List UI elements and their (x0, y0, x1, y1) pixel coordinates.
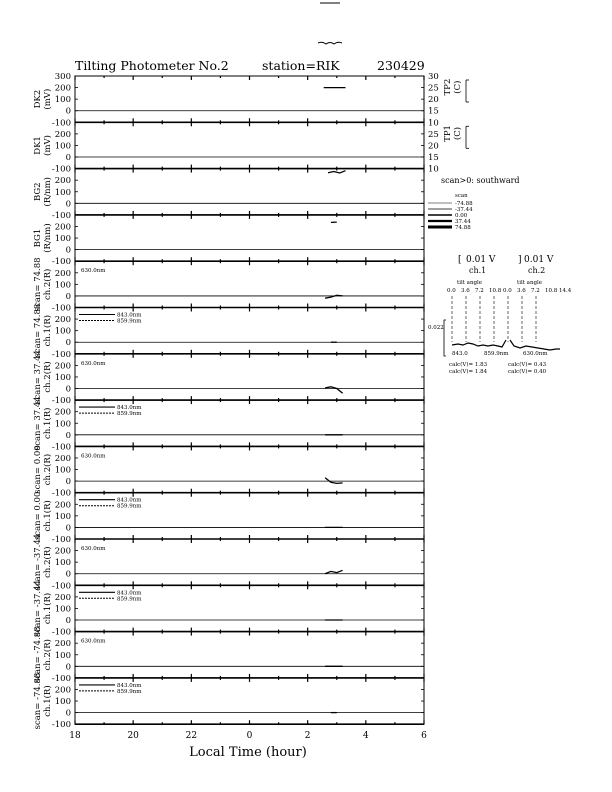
y-axis-label-line: ch.2(R) (43, 546, 53, 578)
legend-label-859: 859.9nm (117, 688, 142, 695)
ch2-name: ch.2 (528, 266, 546, 275)
y-tick-label: 100 (54, 419, 71, 430)
panel-frame (75, 122, 424, 168)
chart-title: Tilting Photometer No.2 (75, 58, 229, 73)
panel-frame (75, 354, 424, 400)
y-tick-label: 100 (54, 280, 71, 291)
y-axis-label (33, 177, 53, 206)
y-axis-label-line: scan= -74.88 (33, 672, 43, 730)
y-tick-label: 200 (54, 639, 71, 650)
right-axis-label-line: TP1 (443, 125, 453, 142)
y-tick-label: -100 (51, 118, 71, 129)
y-tick-label: 0 (65, 616, 71, 627)
panel-frame (75, 261, 424, 307)
legend-label-859: 859.9nm (117, 596, 142, 603)
legend-label-843: 843.0nm (117, 405, 142, 412)
scan-legend (428, 201, 473, 231)
ch1-bracket-icon: [ (458, 255, 462, 265)
y-axis-label (33, 257, 53, 311)
panel-frame (75, 539, 424, 585)
y-tick-label: 0 (65, 523, 71, 534)
ch2-tilt-label: tilt angle (517, 280, 543, 286)
y-tick-label: 100 (54, 511, 71, 522)
panel (33, 257, 424, 313)
legend-label-843: 843.0nm (117, 590, 142, 597)
date-label: 230429 (377, 58, 425, 73)
ch2-tilt-tick: 10.8 (545, 288, 558, 294)
y-axis-label (33, 492, 53, 540)
y-tick-label: -100 (51, 488, 71, 499)
series-line (328, 171, 346, 173)
y-axis-label-line: scan= -74.88 (33, 626, 43, 684)
y-tick-label: -100 (51, 257, 71, 268)
y-tick-label: 100 (54, 326, 71, 337)
ch1-tilt-tick: 3.6 (461, 288, 470, 294)
y-axis-label-line: (R/nm) (43, 177, 53, 207)
y-axis-label (33, 223, 53, 252)
y-tick-label: 100 (54, 650, 71, 661)
x-tick-label: 22 (185, 731, 198, 742)
ch1-tilt-tick: 7.2 (475, 288, 484, 294)
y-tick-label: 0 (65, 153, 71, 164)
panel-stack (33, 72, 469, 730)
y-tick-label: 0 (65, 477, 71, 488)
panel (33, 626, 424, 684)
y-tick-label: 300 (54, 72, 71, 82)
ch1-bottom-label-1: 843.0 (452, 351, 468, 357)
ch2-profile-trace (510, 340, 560, 350)
y-tick-label: 0 (65, 245, 71, 256)
y-tick-label: 100 (54, 141, 71, 152)
ch2-tilt-tick: 3.6 (517, 288, 526, 294)
ch2-tilt-tick: 0.0 (503, 288, 512, 294)
y-tick-label: 200 (54, 546, 71, 557)
ch1-calc-2: calc(V)= 1.84 (449, 369, 488, 375)
ch2-calc-2: calc(V)= 0.40 (508, 369, 547, 375)
y-axis-label-line: scan= 0.00 (33, 445, 43, 494)
right-tick-label: 15 (428, 153, 439, 164)
y-axis-label-line: DK1 (33, 136, 43, 155)
y-axis-label (33, 673, 53, 730)
y-tick-label: 200 (54, 129, 71, 140)
y-tick-label: 200 (54, 83, 71, 94)
right-tick-label: 25 (428, 129, 439, 140)
ch2-tilt-tick: 14.4 (559, 288, 572, 294)
y-axis-label-line: scan= 0.00 (33, 491, 43, 541)
y-axis-label-line: DK2 (33, 89, 43, 109)
y-tick-label: -100 (51, 720, 71, 731)
ch1-scale-label: 0.01 V (466, 255, 496, 265)
right-tick-label: 10 (428, 164, 439, 175)
y-axis-label (33, 350, 53, 404)
legend-label-859: 859.9nm (117, 503, 142, 510)
ch2-scale-label: 0.01 V (524, 255, 554, 265)
scan-legend-label: 0.00 (455, 213, 468, 219)
panel-frame (75, 632, 424, 678)
scan-legend-label: -74.88 (455, 201, 473, 207)
x-tick-label: 18 (69, 731, 81, 742)
panel (33, 396, 424, 452)
y-axis-label-line: scan= 37.44 (33, 396, 43, 451)
y-tick-label: -100 (51, 627, 71, 638)
y-tick-label: -100 (51, 581, 71, 592)
y-tick-label: 0 (65, 662, 71, 673)
y-axis-label-line: ch.1(R) (43, 407, 53, 439)
panel (33, 215, 424, 267)
series-line (325, 570, 343, 573)
wavelength-label: 630.0nm (81, 360, 106, 367)
y-tick-label: 0 (65, 106, 71, 117)
y-axis-label-line: scan= 74.88 (33, 303, 43, 358)
y-tick-label: 0 (65, 338, 71, 349)
y-tick-label: 0 (65, 384, 71, 395)
panel-frame (75, 169, 424, 215)
right-axis-label-line: TP2 (443, 78, 453, 96)
y-axis-label-line: ch.2(R) (43, 361, 53, 393)
ch1-tilt-tick: 10.8 (489, 288, 502, 294)
y-tick-label: 200 (54, 592, 71, 603)
y-tick-label: 200 (54, 407, 71, 418)
right-axis-label-line: (C) (453, 126, 463, 141)
panel-frame (75, 215, 424, 261)
y-tick-label: 200 (54, 685, 71, 696)
station-label: station=RIK (262, 58, 340, 73)
legend-label-843: 843.0nm (117, 312, 142, 319)
scan-direction-title: scan>0: southward (441, 176, 520, 185)
y-tick-label: 0 (65, 569, 71, 580)
x-tick-label: 6 (421, 731, 427, 742)
y-axis-label-line: ch.2(R) (43, 639, 53, 671)
side-small-label: 0.022 (428, 325, 444, 331)
y-tick-label: 200 (54, 453, 71, 464)
y-axis-label-line: ch.1(R) (43, 500, 53, 532)
y-tick-label: -100 (51, 164, 71, 175)
y-tick-label: 0 (65, 708, 71, 719)
y-tick-label: -100 (51, 303, 71, 314)
series-line (325, 387, 343, 393)
y-tick-label: -100 (51, 396, 71, 407)
right-tick-label: 10 (428, 118, 439, 129)
ch2-calc-1: calc(V)= 0.43 (508, 362, 547, 368)
right-axis-label-line: (C) (453, 80, 463, 94)
ch1-name: ch.1 (469, 266, 487, 275)
panel (33, 169, 424, 221)
ch2-tilt-tick: 7.2 (531, 288, 540, 294)
y-tick-label: 100 (54, 697, 71, 708)
y-tick-label: 100 (54, 187, 71, 198)
y-axis-label-line: ch.1(R) (43, 314, 53, 347)
y-axis-label-line: ch.1(R) (43, 592, 53, 625)
right-tick-label: 30 (428, 72, 439, 82)
wavelength-label: 630.0nm (81, 268, 106, 275)
ch1-profile-trace (452, 340, 506, 347)
x-tick-label: 0 (246, 731, 253, 742)
ch1-tilt-tick: 0.0 (447, 288, 456, 294)
y-tick-label: 200 (54, 176, 71, 187)
panel-frame (75, 76, 424, 122)
y-axis-label-line: ch.2(R) (43, 453, 53, 486)
y-axis-label (33, 135, 53, 156)
ch2-bracket-icon: ] (518, 255, 522, 265)
panel-frame (75, 446, 424, 492)
y-axis-label-line: ch.1(R) (43, 685, 53, 717)
y-axis-label-line: scan= 37.44 (33, 350, 43, 404)
x-tick-label: 4 (362, 731, 369, 742)
y-axis-label-line: (mV) (43, 88, 53, 110)
y-tick-label: 100 (54, 465, 71, 476)
right-tick-label: 20 (428, 95, 439, 106)
y-axis-label (33, 445, 53, 493)
y-tick-label: 100 (54, 604, 71, 615)
scan-legend-label: -37.44 (455, 207, 473, 213)
y-tick-label: -100 (51, 349, 71, 360)
y-tick-label: 0 (65, 291, 71, 302)
x-axis-label: Local Time (hour) (189, 745, 307, 760)
wavelength-label: 630.0nm (81, 546, 106, 552)
y-axis-label (33, 304, 53, 358)
right-tick-label: 20 (428, 141, 439, 152)
y-tick-label: -100 (51, 442, 71, 453)
y-axis-label-line: (R/nm) (43, 223, 53, 253)
y-tick-label: -100 (51, 673, 71, 684)
ch1-bottom-label-2: 859.9nm (484, 351, 509, 357)
panel (33, 72, 469, 128)
y-axis-label-line: scan= -37.44 (33, 580, 43, 637)
y-tick-label: 200 (54, 315, 71, 326)
y-axis-label-line: ch.2(R) (43, 268, 53, 301)
y-tick-label: -100 (51, 535, 71, 545)
y-axis-label-line: BG2 (33, 182, 43, 202)
y-tick-label: 100 (54, 95, 71, 106)
y-axis-label-line: BG1 (33, 228, 43, 248)
panel (33, 673, 424, 731)
scan-legend-label: 74.88 (455, 225, 471, 231)
series-line (325, 478, 343, 484)
y-tick-label: -100 (51, 210, 71, 221)
y-axis-label-line: scan= 74.88 (33, 257, 43, 312)
legend-label-843: 843.0nm (117, 497, 142, 504)
y-tick-label: 100 (54, 372, 71, 383)
scan-header: scan (455, 193, 468, 199)
y-axis-label-line: scan= -37.44 (33, 533, 43, 591)
legend-label-859: 859.9nm (117, 411, 142, 418)
x-tick-label: 2 (304, 731, 311, 742)
y-tick-label: 100 (54, 234, 71, 245)
y-axis-label (33, 396, 53, 450)
right-axis-label (443, 79, 463, 96)
y-axis-label (33, 89, 53, 110)
y-axis-label-line: (mV) (43, 135, 53, 156)
y-tick-label: 0 (65, 199, 71, 210)
panel (33, 445, 424, 498)
panel (33, 534, 424, 592)
y-tick-label: 200 (54, 500, 71, 511)
panel (33, 350, 424, 406)
panel (33, 304, 424, 360)
y-tick-label: 200 (54, 268, 71, 279)
panel (33, 122, 469, 174)
ch2-bottom-label-1: 630.0nm (523, 351, 548, 357)
panel (33, 492, 424, 545)
tilt-ticks (447, 288, 572, 342)
right-tick-label: 25 (428, 83, 439, 94)
scan-legend-label: 37.44 (455, 219, 471, 225)
ch1-calc-1: calc(V)= 1.83 (449, 362, 488, 368)
right-tick-label: 15 (428, 106, 439, 117)
top-trace-mark-2 (318, 42, 342, 44)
legend-label-859: 859.9nm (117, 318, 142, 325)
y-tick-label: 100 (54, 558, 71, 569)
y-tick-label: 200 (54, 361, 71, 372)
ch1-tilt-label: tilt angle (457, 280, 483, 286)
legend-label-843: 843.0nm (117, 682, 142, 689)
x-tick-label: 20 (127, 731, 139, 742)
right-axis-label (443, 125, 463, 142)
y-tick-label: 200 (54, 222, 71, 233)
wavelength-label: 630.0nm (81, 638, 106, 645)
panel (33, 580, 424, 638)
side-scale-bracket (444, 320, 446, 356)
y-tick-label: 0 (65, 430, 71, 441)
x-axis (69, 731, 427, 741)
side-legend (428, 176, 572, 375)
wavelength-label: 630.0nm (81, 453, 106, 460)
